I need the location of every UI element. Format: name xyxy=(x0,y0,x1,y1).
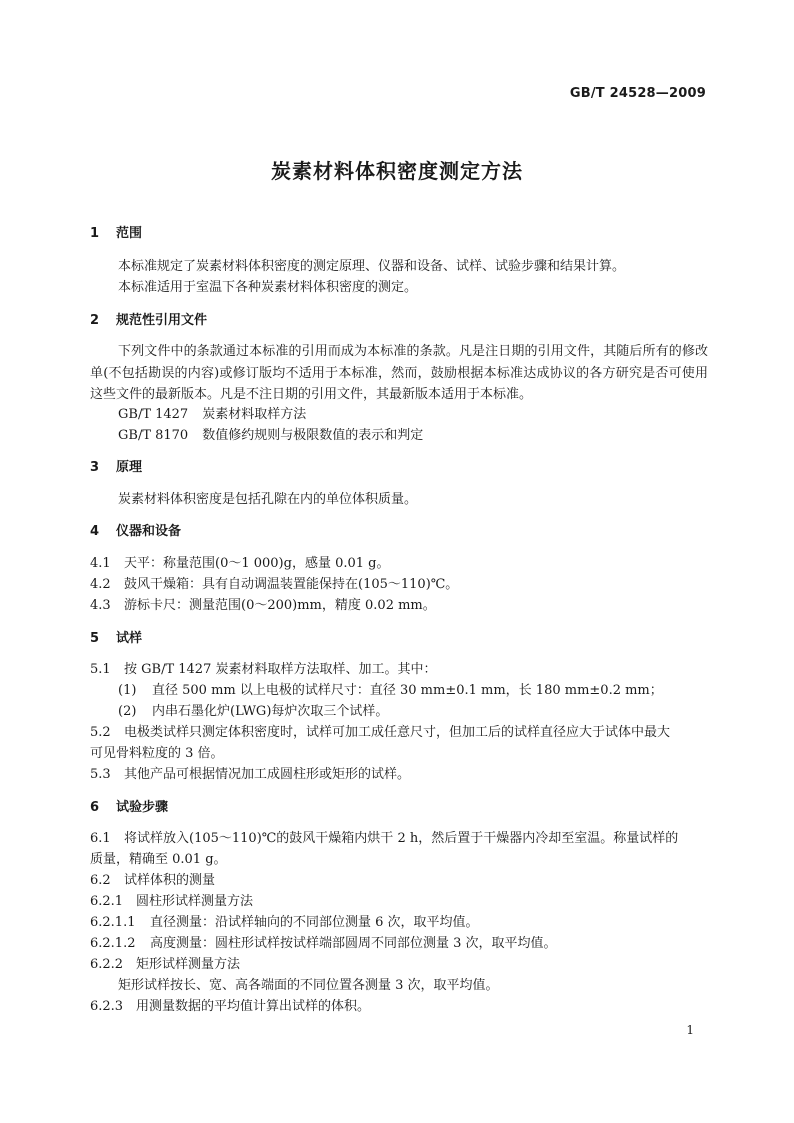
page-number: 1 xyxy=(686,1023,694,1037)
section-2-heading xyxy=(90,313,710,329)
section-number: 2 xyxy=(90,313,100,328)
clause-5-2-continued: 可见骨料粒度的 3 倍。 xyxy=(90,746,224,761)
clause-text: 圆柱形试样测量方法 xyxy=(136,894,254,909)
clause-number: 5.3 xyxy=(90,767,111,782)
clause-5-1 xyxy=(90,662,710,678)
clause-6-2-3 xyxy=(90,999,710,1015)
section-2-para-1: 下列文件中的条款通过本标准的引用而成为本标准的条款。凡是注日期的引用文件，其随后所有的修改单(不包括勘误的内容)或修订版均不适用于本标准，然而，鼓励根据本标准达成协议的各方研究是否可使用这些文件的最新版本。凡是不注日期的引用文件，其最新版本适用于本标准。 xyxy=(90,344,708,402)
clause-number: 6.2.3 xyxy=(90,999,124,1014)
section-title: 仪器和设备 xyxy=(116,524,182,539)
clause-6-2-2 xyxy=(90,957,710,973)
section-number: 1 xyxy=(90,226,100,241)
clause-4-3 xyxy=(90,598,710,614)
clause-number: 6.2.1.1 xyxy=(90,915,136,930)
section-number: 5 xyxy=(90,631,100,646)
item-text: 直径 500 mm 以上电极的试样尺寸：直径 30 mm±0.1 mm，长 180 mm±0.2 mm； xyxy=(152,683,663,698)
document-title: 炭素材料体积密度测定方法 xyxy=(271,159,523,183)
clause-6-2-1 xyxy=(90,894,710,910)
reference-2 xyxy=(118,428,738,444)
item-text: 内串石墨化炉(LWG)每炉次取三个试样。 xyxy=(152,704,389,719)
clause-number: 4.1 xyxy=(90,556,111,571)
clause-number: 6.1 xyxy=(90,831,111,846)
section-number: 6 xyxy=(90,800,100,815)
clause-number: 4.3 xyxy=(90,598,111,613)
section-1-para-1: 本标准规定了炭素材料体积密度的测定原理、仪器和设备、试样、试验步骤和结果计算。 xyxy=(118,259,626,274)
clause-number: 5.2 xyxy=(90,725,111,740)
reference-code: GB/T 1427 xyxy=(118,407,189,422)
section-number: 4 xyxy=(90,524,100,539)
section-6-heading xyxy=(90,800,710,816)
section-title: 试样 xyxy=(116,631,143,646)
section-title: 试验步骤 xyxy=(116,800,169,815)
section-1-para-2: 本标准适用于室温下各种炭素材料体积密度的测定。 xyxy=(118,280,418,295)
clause-text: 电极类试样只测定体积密度时，试样可加工成任意尺寸，但加工后的试样直径应大于试体中最大 xyxy=(124,725,671,740)
clause-text: 将试样放入(105～110)℃的鼓风干燥箱内烘干 2 h，然后置于干燥器内冷却至室温。称量试样的 xyxy=(124,831,679,846)
clause-number: 5.1 xyxy=(90,662,111,677)
clause-6-2-2-text: 矩形试样按长、宽、高各端面的不同位置各测量 3 次，取平均值。 xyxy=(118,978,499,993)
section-3-heading xyxy=(90,460,710,476)
section-5-heading xyxy=(90,631,710,647)
clause-5-2 xyxy=(90,725,710,741)
clause-text: 试样体积的测量 xyxy=(124,873,216,888)
clause-5-1-item-1 xyxy=(118,683,738,699)
clause-number: 6.2 xyxy=(90,873,111,888)
reference-1 xyxy=(118,407,738,423)
clause-5-1-item-2 xyxy=(118,704,738,720)
item-number: (1) xyxy=(118,683,137,698)
clause-5-3 xyxy=(90,767,710,783)
section-4-heading xyxy=(90,524,710,540)
clause-6-2-1-1 xyxy=(90,915,710,931)
section-1-heading xyxy=(90,226,710,242)
clause-number: 4.2 xyxy=(90,577,111,592)
item-number: (2) xyxy=(118,704,137,719)
clause-text: 用测量数据的平均值计算出试样的体积。 xyxy=(136,999,371,1014)
clause-text: 直径测量：沿试样轴向的不同部位测量 6 次，取平均值。 xyxy=(150,915,479,930)
section-3-para-1: 炭素材料体积密度是包括孔隙在内的单位体积质量。 xyxy=(118,492,418,507)
clause-number: 6.2.2 xyxy=(90,957,124,972)
section-number: 3 xyxy=(90,460,100,475)
reference-title: 数值修约规则与极限数值的表示和判定 xyxy=(202,428,424,443)
reference-title: 炭素材料取样方法 xyxy=(202,407,307,422)
clause-text: 高度测量：圆柱形试样按试样端部圆周不同部位测量 3 次，取平均值。 xyxy=(150,936,557,951)
clause-number: 6.2.1 xyxy=(90,894,124,909)
clause-text: 按 GB/T 1427 炭素材料取样方法取样、加工。其中： xyxy=(124,662,437,677)
reference-code: GB/T 8170 xyxy=(118,428,189,443)
clause-6-1 xyxy=(90,831,710,847)
clause-4-1 xyxy=(90,556,710,572)
clause-text: 天平：称量范围(0～1 000)g，感量 0.01 g。 xyxy=(124,556,390,571)
clause-text: 游标卡尺：测量范围(0～200)mm，精度 0.02 mm。 xyxy=(124,598,436,613)
clause-6-1-continued: 质量，精确至 0.01 g。 xyxy=(90,852,227,867)
clause-text: 其他产品可根据情况加工成圆柱形或矩形的试样。 xyxy=(124,767,411,782)
clause-4-2 xyxy=(90,577,710,593)
clause-text: 矩形试样测量方法 xyxy=(136,957,241,972)
section-title: 原理 xyxy=(116,460,143,475)
clause-text: 鼓风干燥箱：具有自动调温装置能保持在(105～110)℃。 xyxy=(124,577,459,592)
clause-number: 6.2.1.2 xyxy=(90,936,136,951)
clause-6-2-1-2 xyxy=(90,936,710,952)
section-title: 规范性引用文件 xyxy=(116,313,208,328)
standard-code: GB/T 24528—2009 xyxy=(569,86,706,101)
section-title: 范围 xyxy=(116,226,143,241)
clause-6-2 xyxy=(90,873,710,889)
